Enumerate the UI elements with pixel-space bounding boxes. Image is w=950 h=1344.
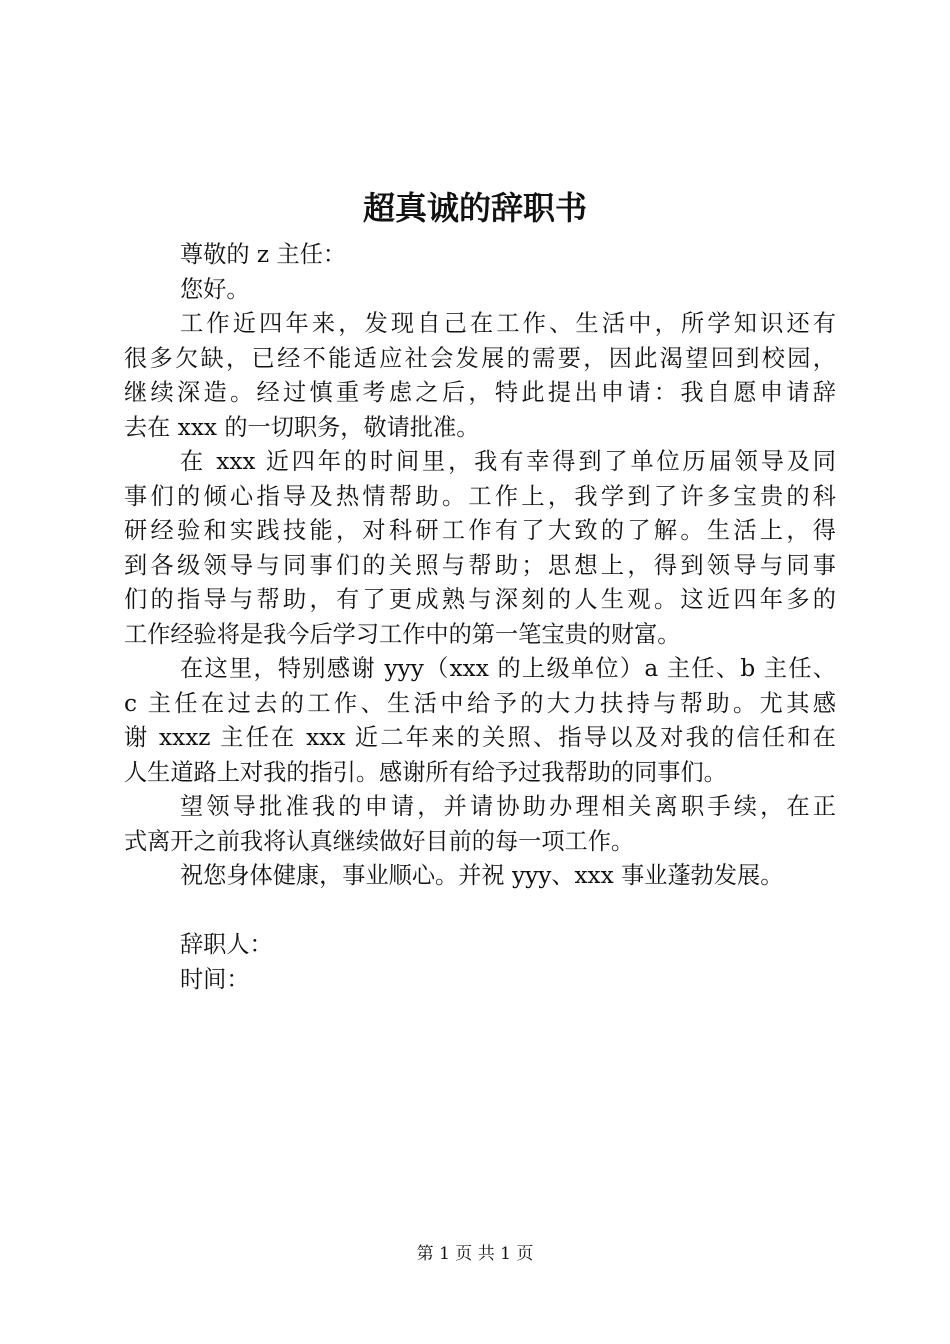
paragraph-line: 研经验和实践技能，对科研工作有了大致的了解。生活上，得: [124, 517, 836, 544]
date-label: 时间：: [180, 965, 250, 993]
document-title: 超真诚的辞职书: [362, 189, 587, 227]
paragraph-line: 事们的倾心指导及热情帮助。工作上，我学到了许多宝贵的科: [124, 482, 836, 510]
paragraph-line: 在这里，特别感谢 yyy（xxx 的上级单位）a 主任、b 主任、: [180, 655, 836, 682]
paragraph-line: 式离开之前我将认真继续做好目前的每一项工作。: [124, 827, 635, 855]
paragraph-line: 到各级领导与同事们的关照与帮助；思想上，得到领导与同事: [124, 551, 836, 579]
salutation: 尊敬的 z 主任：: [180, 241, 347, 268]
paragraph-line: 在 xxx 近四年的时间里，我有幸得到了单位历届领导及同: [180, 448, 836, 475]
paragraph-line: 工作近四年来，发现自己在工作、生活中，所学知识还有: [180, 310, 836, 337]
paragraph-line: c 主任在过去的工作、生活中给予的大力扶持与帮助。尤其感: [124, 689, 836, 717]
paragraph-line: 望领导批准我的申请，并请协助办理相关离职手续，在正: [180, 793, 836, 820]
signature-label: 辞职人：: [180, 931, 273, 958]
paragraph-4: [124, 790, 836, 859]
paragraph-1: [124, 307, 836, 445]
letter-body: [124, 238, 836, 997]
blank-line: [124, 894, 836, 929]
paragraph-line: 去在 xxx 的一切职务，敬请批准。: [124, 413, 480, 441]
paragraph-line: 们的指导与帮助，有了更成熟与深刻的人生观。这近四年多的: [124, 586, 836, 613]
paragraph-line: 继续深造。经过慎重考虑之后，特此提出申请：我自愿申请辞: [124, 379, 836, 406]
paragraph-line: 谢 xxxz 主任在 xxx 近二年来的关照、指导以及对我的信任和在: [124, 724, 836, 751]
paragraph-3: [124, 652, 836, 790]
paragraph-line: 人生道路上对我的指引。感谢所有给予过我帮助的同事们。: [124, 758, 727, 786]
closing-wishes: 祝您身体健康，事业顺心。并祝 yyy、xxx 事业蓬勃发展。: [180, 862, 784, 889]
page-footer: 第 1 页 共 1 页: [416, 1244, 534, 1264]
paragraph-line: 很多欠缺，已经不能适应社会发展的需要，因此渴望回到校园，: [124, 344, 836, 372]
paragraph-line: 工作经验将是我今后学习工作中的第一笔宝贵的财富。: [124, 620, 681, 648]
paragraph-2: [124, 445, 836, 652]
greeting: 您好。: [180, 275, 250, 303]
